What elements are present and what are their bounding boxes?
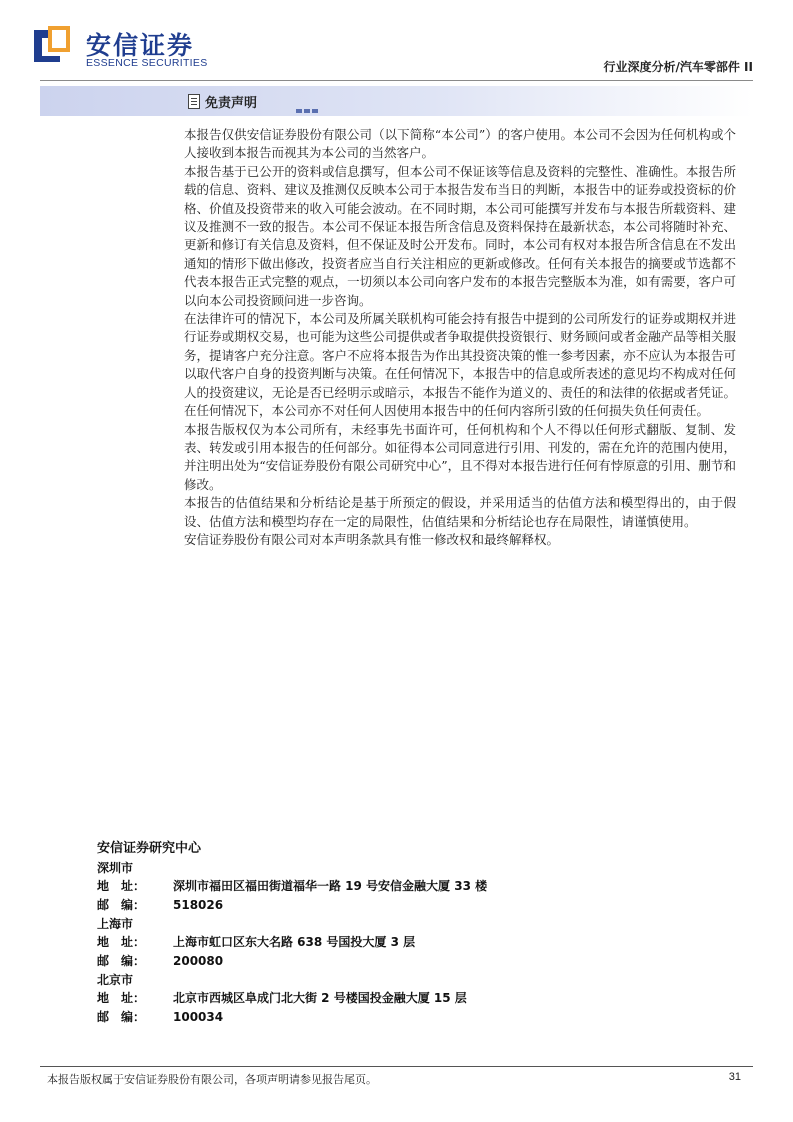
office-postcode-row (97, 952, 487, 971)
footer-copyright: 本报告版权属于安信证券股份有限公司，各项声明请参见报告尾页。 (47, 1073, 377, 1086)
research-center-title: 安信证券研究中心 (97, 841, 202, 856)
page-number: 31 (728, 1071, 741, 1083)
office-postcode: 518026 (173, 898, 224, 912)
office-address-row (97, 989, 487, 1008)
disclaimer-paragraph: 本报告的估值结果和分析结论是基于所预定的假设，并采用适当的估值方法和模型得出的，由于假设、估值方法和模型均存在一定的局限性，估值结果和分析结论也存在局限性，请谨慎使用。 (184, 495, 736, 529)
office-postcode-row (97, 1008, 487, 1027)
disclaimer-paragraph: 本报告版权仅为本公司所有，未经事先书面许可，任何机构和个人不得以任何形式翻版、复制、发表、转发或引用本报告的任何部分。如征得本公司同意进行引用、刊发的，需在允许的范围内使用，并注明出处为“安信证券股份有限公司研究中心”，且不得对本报告进行任何有悖原意的引用、删节和修改。 (184, 421, 736, 492)
postcode-label: 邮 编： (97, 898, 146, 912)
footer-divider (40, 1066, 753, 1067)
address-label: 地 址： (97, 879, 146, 893)
office-city: 深圳市 (97, 861, 134, 875)
address-label: 地 址： (97, 935, 146, 949)
address-label: 地 址： (97, 991, 146, 1005)
disclaimer-paragraph: 在法律许可的情况下，本公司及所属关联机构可能会持有报告中提到的公司所发行的证券或期权并进行证券或期权交易，也可能为这些公司提供或者争取提供投资银行、财务顾问或者金融产品等相关服务，提请客户充分注意。客户不应将本报告为作出其投资决策的惟一参考因素，亦不应认为本报告可以取代客户自身的投资判断与决策。在任何情况下，本报告中的信息或所表述的意见均不构成对任何人的投资建议，无论是否已经明示或暗示，本报告不能作为道义的、责任的和法律的依据或者凭证。在任何情况下，本公司亦不对任何人因使用本报告中的任何内容所引致的任何损失负任何责任。 (184, 311, 736, 419)
disclaimer-body (184, 126, 736, 549)
decorative-dots (296, 98, 320, 117)
office-address: 上海市虹口区东大名路 638 号国投大厦 3 层 (173, 935, 416, 949)
office-postcode: 100034 (173, 1010, 224, 1024)
header-divider (40, 80, 753, 81)
document-icon (188, 94, 200, 109)
section-title: 免责声明 (205, 96, 258, 111)
disclaimer-paragraph: 本报告基于已公开的资料或信息撰写，但本公司不保证该等信息及资料的完整性、准确性。本报告所载的信息、资料、建议及推测仅反映本公司于本报告发布当日的判断，本报告中的证券或投资标的价格、价值及投资带来的收入可能会波动。在不同时期，本公司可能撰写并发布与本报告所载资料、建议及推测不一致的报告。本公司不保证本报告所含信息及资料保持在最新状态，本公司将随时补充、更新和修订有关信息及资料，但不保证及时公开发布。同时，本公司有权对本报告所含信息在不发出通知的情形下做出修改，投资者应当自行关注相应的更新或修改。任何有关本报告的摘要或节选都不代表本报告正式完整的观点，一切须以本公司向客户发布的本报告完整版本为准，如有需要，客户可以向本公司投资顾问进一步咨询。 (184, 163, 736, 308)
report-category: 行业深度分析/汽车零部件 II (603, 60, 753, 74)
office-address-row (97, 877, 487, 896)
office-address: 深圳市福田区福田街道福华一路 19 号安信金融大厦 33 楼 (173, 879, 488, 893)
logo-chinese-name: 安信证券 (86, 31, 195, 60)
section-header-bar (40, 86, 753, 116)
logo-english-name: ESSENCE SECURITIES (86, 57, 208, 69)
office-postcode-row (97, 896, 487, 915)
office-address: 北京市西城区阜成门北大街 2 号楼国投金融大厦 15 层 (173, 991, 467, 1005)
company-logo (34, 24, 234, 72)
office-city: 上海市 (97, 917, 134, 931)
disclaimer-paragraph: 安信证券股份有限公司对本声明条款具有惟一修改权和最终解释权。 (184, 531, 560, 547)
contact-block (97, 837, 487, 1027)
office-city: 北京市 (97, 973, 134, 987)
essence-logo-icon (34, 26, 74, 66)
postcode-label: 邮 编： (97, 1010, 146, 1024)
postcode-label: 邮 编： (97, 954, 146, 968)
disclaimer-paragraph: 本报告仅供安信证券股份有限公司（以下简称“本公司”）的客户使用。本公司不会因为任何机构或个人接收到本报告而视其为本公司的当然客户。 (184, 127, 736, 161)
office-postcode: 200080 (173, 954, 224, 968)
office-address-row (97, 933, 487, 952)
